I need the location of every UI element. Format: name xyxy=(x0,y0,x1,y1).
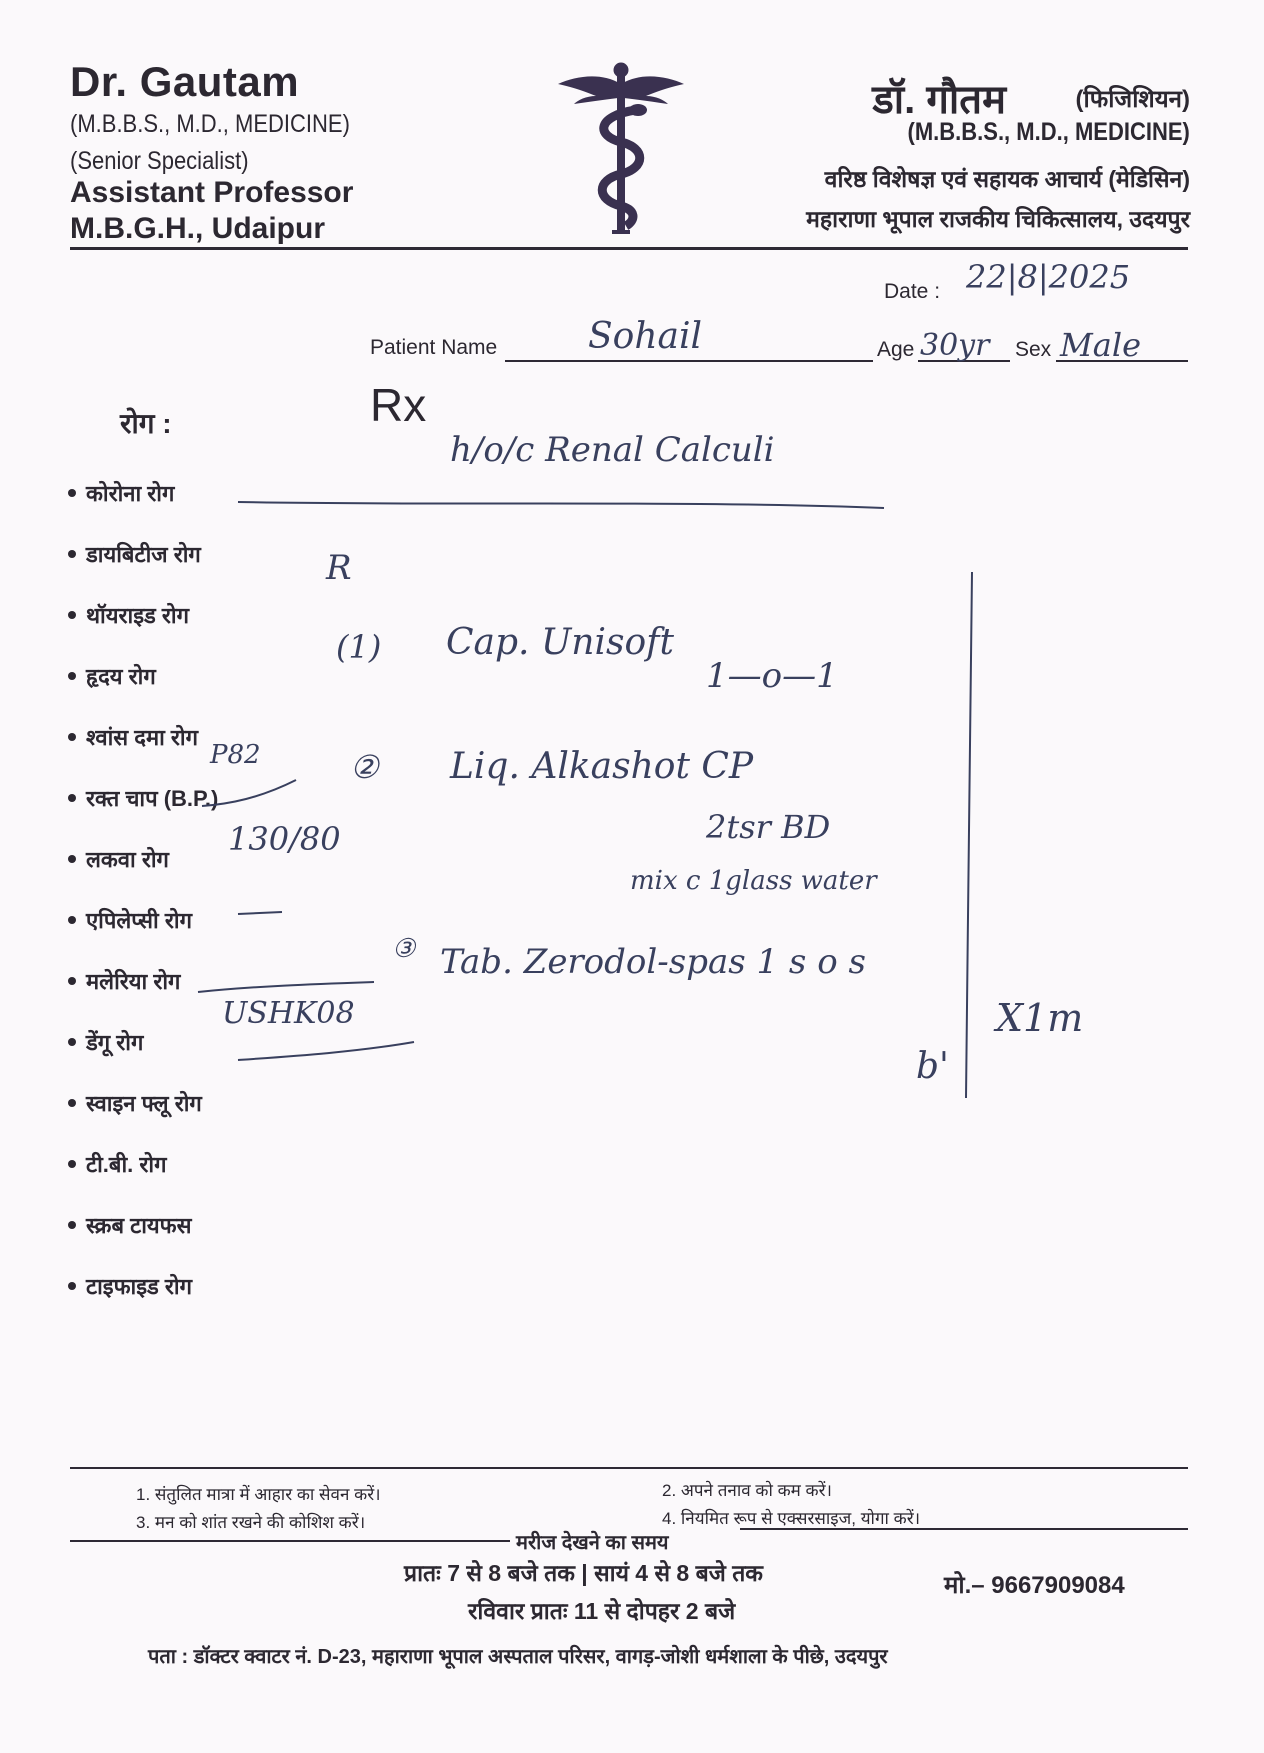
date-value: 22|8|2025 xyxy=(966,258,1131,296)
bullet-icon xyxy=(68,733,76,741)
disease-item: टाइफाइड रोग xyxy=(68,1255,218,1316)
footer-divider-top xyxy=(70,1467,1188,1469)
disease-item: टी.बी. रोग xyxy=(68,1133,218,1194)
item3-medicine: Tab. Zerodol-spas 1 s o s xyxy=(440,942,866,982)
timing-weekday: प्रातः 7 से 8 बजे तक | सायं 4 से 8 बजे तक xyxy=(404,1560,763,1586)
duration-note: X1m xyxy=(996,996,1084,1040)
disease-item: लकवा रोग xyxy=(68,828,218,889)
doctor-role-hi: (फिजिशियन) xyxy=(1075,86,1190,113)
disease-item: थॉयराइड रोग xyxy=(68,584,218,645)
disease-item: स्वाइन फ्लू रोग xyxy=(68,1072,218,1133)
age-value: 30yr xyxy=(920,328,990,363)
diseases-heading: रोग : xyxy=(120,408,172,439)
item2-dose: 2tsr BD xyxy=(706,808,831,846)
patient-name-label: Patient Name xyxy=(370,336,498,359)
bullet-icon xyxy=(68,672,76,680)
age-label: Age xyxy=(877,338,915,361)
diagnosis-note: h/o/c Renal Calculi xyxy=(450,430,775,470)
patient-name-value: Sohail xyxy=(588,316,703,357)
item2-number: ② xyxy=(350,748,379,786)
health-tip-1: 1. संतुलित मात्रा में आहार का सेवन करें। xyxy=(136,1485,381,1504)
ref-overline xyxy=(196,980,376,994)
bullet-icon xyxy=(68,855,76,863)
bracket-line xyxy=(960,570,980,1100)
health-tip-4: 4. नियमित रूप से एक्सरसाइज, योगा करें। xyxy=(662,1509,921,1528)
doctor-senior-en: (Senior Specialist) xyxy=(70,147,249,175)
date-label: Date : xyxy=(884,280,941,303)
disease-item: हृदय रोग xyxy=(68,645,218,706)
item1-medicine: Cap. Unisoft xyxy=(446,622,674,663)
sex-label: Sex xyxy=(1015,338,1052,361)
bullet-icon xyxy=(68,1038,76,1046)
doctor-qualification-en: (M.B.B.S., M.D., MEDICINE) xyxy=(70,110,350,138)
disease-item: रक्त चाप (B.P.) xyxy=(68,767,218,828)
disease-item: श्वांस दमा रोग xyxy=(68,706,218,767)
timing-sunday: रविवार प्रातः 11 से दोपहर 2 बजे xyxy=(468,1598,736,1624)
bullet-icon xyxy=(68,489,76,497)
footer-divider-left xyxy=(70,1540,510,1542)
bullet-icon xyxy=(68,916,76,924)
disease-item: कोरोना रोग xyxy=(68,462,218,523)
disease-item: डेंगू रोग xyxy=(68,1011,218,1072)
doctor-hospital-hi: महाराणा भूपाल राजकीय चिकित्सालय, उदयपुर xyxy=(806,206,1190,232)
rx-symbol: R xyxy=(326,548,352,588)
ref-underline xyxy=(236,1040,416,1064)
header-divider xyxy=(70,247,1188,250)
item3-number: ③ xyxy=(392,934,416,964)
epilepsy-dash xyxy=(236,904,286,918)
doctor-designation-hi: वरिष्ठ विशेषज्ञ एवं सहायक आचार्य (मेडिसिन) xyxy=(824,166,1190,192)
sign-mark: b' xyxy=(916,1046,949,1087)
footer-divider-right xyxy=(740,1528,1188,1530)
sex-value: Male xyxy=(1060,326,1142,364)
health-tip-3: 3. मन को शांत रखने की कोशिश करें। xyxy=(136,1513,366,1532)
disease-list xyxy=(68,462,218,1316)
diagnosis-underline xyxy=(236,492,886,512)
bullet-icon xyxy=(68,550,76,558)
item1-number: (1) xyxy=(336,628,382,666)
doctor-hospital-en: M.B.G.H., Udaipur xyxy=(70,212,325,245)
bullet-icon xyxy=(68,1282,76,1290)
address: पता : डॉक्टर क्वाटर नं. D-23, महाराणा भूपाल अस्पताल परिसर, वागड़-जोशी धर्मशाला के पीछे, उदयपुर xyxy=(148,1646,888,1668)
bullet-icon xyxy=(68,794,76,802)
bullet-icon xyxy=(68,977,76,985)
rx-label: Rx xyxy=(370,379,427,431)
bullet-icon xyxy=(68,611,76,619)
disease-item: डायबिटीज रोग xyxy=(68,523,218,584)
doctor-designation-en: Assistant Professor xyxy=(70,176,354,209)
item2-medicine: Liq. Alkashot CP xyxy=(450,746,754,787)
mobile-number: मो.– 9667909084 xyxy=(944,1572,1125,1599)
bullet-icon xyxy=(68,1160,76,1168)
pulse-underline xyxy=(200,770,300,810)
disease-item: एपिलेप्सी रोग xyxy=(68,889,218,950)
health-tip-2: 2. अपने तनाव को कम करें। xyxy=(662,1481,832,1500)
doctor-name-hi: डॉ. गौतम xyxy=(872,78,1006,122)
timing-heading: मरीज देखने का समय xyxy=(516,1532,669,1554)
item2-note: mix c 1glass water xyxy=(630,866,877,896)
bullet-icon xyxy=(68,1099,76,1107)
disease-item: मलेरिया रोग xyxy=(68,950,218,1011)
pulse-rate-value: P82 xyxy=(210,740,261,770)
caduceus-logo-icon xyxy=(556,58,686,238)
disease-item: स्क्रब टायफस xyxy=(68,1194,218,1255)
patient-name-line xyxy=(505,360,873,362)
doctor-qualification-right: (M.B.B.S., M.D., MEDICINE) xyxy=(907,118,1190,146)
item1-dose: 1—o—1 xyxy=(706,656,838,696)
reference-code: USHK08 xyxy=(222,996,355,1031)
bullet-icon xyxy=(68,1221,76,1229)
bp-value: 130/80 xyxy=(228,820,341,858)
doctor-name-en: Dr. Gautam xyxy=(70,58,300,105)
